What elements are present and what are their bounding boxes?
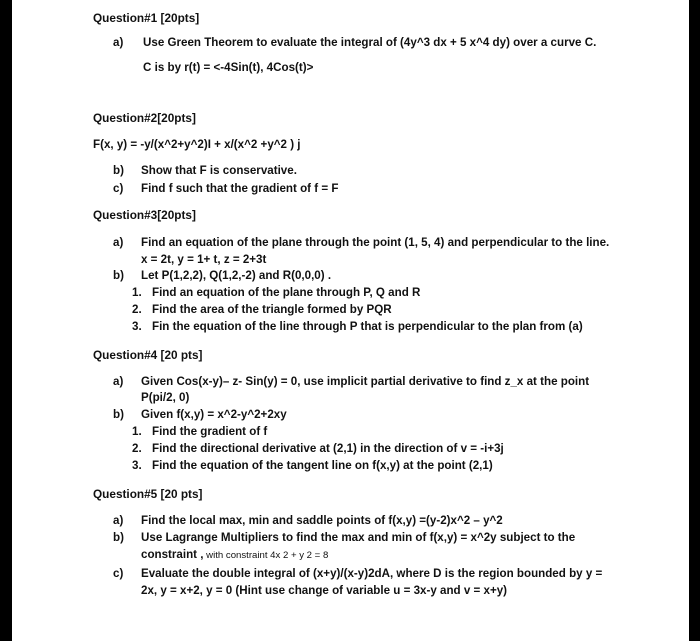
q5-part-c	[113, 566, 602, 582]
q1-heading: Question#1 [20pts]	[93, 11, 200, 25]
q4-heading: Question#4 [20 pts]	[93, 348, 203, 362]
q5-a-marker: a)	[113, 514, 124, 527]
q5-a-text: Find the local max, min and saddle points of f(x,y) =(y-2)x^2 – y^2	[141, 514, 503, 527]
q3-b-item-text: Find the area of the triangle formed by PQR	[152, 303, 392, 316]
q3-b-item	[132, 302, 392, 318]
document-page	[12, 0, 689, 641]
q4-b-item-number: 2.	[132, 442, 142, 455]
q5-b-constraint-equation: with constraint 4x 2 + y 2 = 8	[203, 550, 329, 561]
q5-b-text-line2	[141, 547, 328, 564]
q2-part-b	[113, 163, 297, 179]
q5-c-marker: c)	[113, 567, 124, 580]
q5-b-marker: b)	[113, 531, 124, 544]
q1-a-text-line2: C is by r(t) = <-4Sin(t), 4Cos(t)>	[143, 61, 314, 74]
q4-b-item-text: Find the directional derivative at (2,1) in the direction of v = -i+3j	[152, 442, 504, 455]
q5-heading: Question#5 [20 pts]	[93, 487, 203, 501]
q5-part-a	[113, 513, 503, 529]
q3-heading: Question#3[20pts]	[93, 208, 196, 222]
q2-formula: F(x, y) = -y/(x^2+y^2)I + x/(x^2 +y^2 ) j	[93, 138, 301, 151]
q3-a-text-line2: x = 2t, y = 1+ t, z = 2+3t	[141, 253, 267, 266]
q4-part-a	[113, 374, 589, 390]
q2-c-text: Find f such that the gradient of f = F	[141, 182, 339, 195]
q4-b-item	[132, 424, 267, 440]
q3-b-marker: b)	[113, 269, 124, 282]
q4-a-text-line2: P(pi/2, 0)	[141, 391, 190, 404]
q2-heading: Question#2[20pts]	[93, 111, 196, 125]
q4-a-marker: a)	[113, 375, 124, 388]
q3-part-b	[113, 268, 331, 284]
q2-b-text: Show that F is conservative.	[141, 164, 297, 177]
q4-b-item	[132, 458, 493, 474]
q4-b-text: Given f(x,y) = x^2-y^2+2xy	[141, 408, 287, 421]
q5-c-text-line2: 2x, y = x+2, y = 0 (Hint use change of variable u = 3x-y and v = x+y)	[141, 584, 508, 597]
q3-b-item-text: Fin the equation of the line through P that is perpendicular to the plan from (a)	[152, 320, 583, 333]
q3-b-item	[132, 319, 583, 335]
q4-b-item-text: Find the gradient of f	[152, 425, 268, 438]
q3-a-marker: a)	[113, 236, 124, 249]
q3-b-text: Let P(1,2,2), Q(1,2,-2) and R(0,0,0) .	[141, 269, 332, 282]
q1-a-marker: a)	[113, 36, 124, 49]
q2-part-c	[113, 181, 338, 197]
q5-b-constraint-label: constraint ,	[141, 548, 204, 561]
q4-part-b	[113, 407, 287, 423]
q1-a-text: Use Green Theorem to evaluate the integral of (4y^3 dx + 5 x^4 dy) over a curve C.	[143, 36, 597, 49]
q3-b-item-number: 2.	[132, 303, 142, 316]
q2-b-marker: b)	[113, 164, 124, 177]
q3-b-item-number: 1.	[132, 286, 142, 299]
q4-b-item-number: 1.	[132, 425, 142, 438]
q2-c-marker: c)	[113, 182, 124, 195]
q5-c-text: Evaluate the double integral of (x+y)/(x-y)2dA, where D is the region bounded by y =	[141, 567, 603, 580]
q3-b-item-number: 3.	[132, 320, 142, 333]
q1-part-a	[113, 35, 596, 51]
q4-b-marker: b)	[113, 408, 124, 421]
q4-b-item-number: 3.	[132, 459, 142, 472]
right-black-border	[689, 0, 700, 641]
left-black-border	[0, 0, 12, 641]
q3-part-a	[113, 235, 609, 251]
q5-part-b	[113, 530, 575, 546]
q4-b-item	[132, 441, 504, 457]
q4-b-item-text: Find the equation of the tangent line on f(x,y) at the point (2,1)	[152, 459, 493, 472]
q3-b-item-text: Find an equation of the plane through P, Q and R	[152, 286, 421, 299]
q3-a-text: Find an equation of the plane through the point (1, 5, 4) and perpendicular to the line.	[141, 236, 610, 249]
q5-b-text: Use Lagrange Multipliers to find the max and min of f(x,y) = x^2y subject to the	[141, 531, 576, 544]
q4-a-text: Given Cos(x-y)– z- Sin(y) = 0, use implicit partial derivative to find z_x at the point	[141, 375, 590, 388]
q3-b-item	[132, 285, 420, 301]
